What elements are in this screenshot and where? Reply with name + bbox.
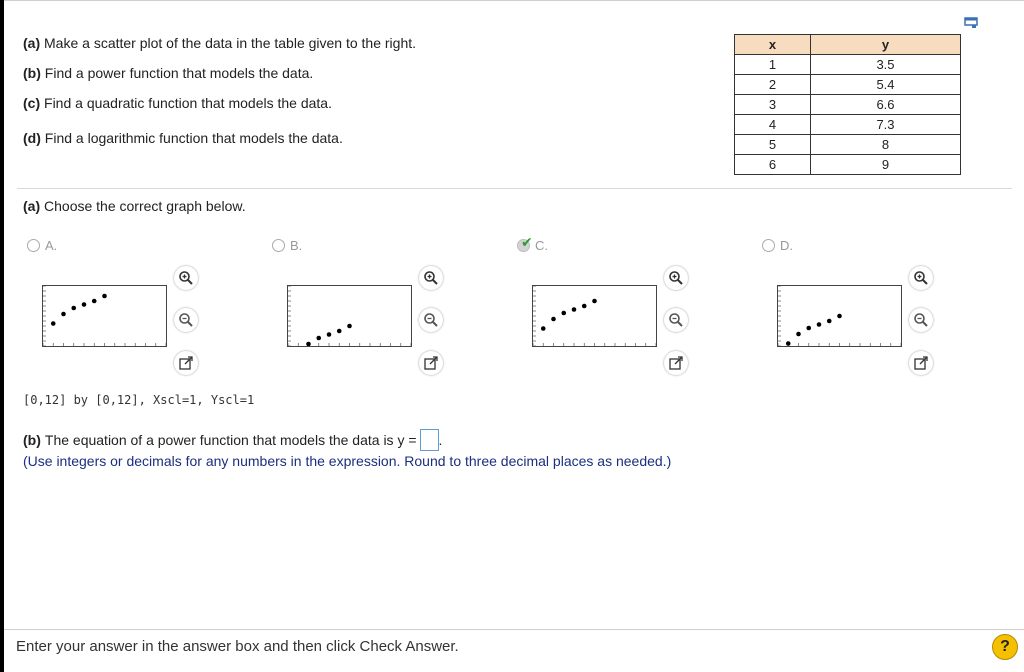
left-border [0, 0, 4, 672]
option-a-label: A. [45, 238, 58, 253]
pop-out-icon [668, 355, 684, 371]
radio-a[interactable] [27, 239, 40, 252]
scatter-plot-b [288, 286, 411, 346]
option-d-label: D. [780, 238, 793, 253]
zoom-in-icon [913, 270, 929, 286]
option-d[interactable] [762, 238, 793, 253]
data-point [572, 307, 577, 312]
table-cell: 4 [735, 115, 811, 135]
table-cell: 3 [735, 95, 811, 115]
scatter-plot-c [533, 286, 656, 346]
pop-out-icon [178, 355, 194, 371]
data-point [796, 332, 801, 337]
question-a-text: Make a scatter plot of the data in the table given to the right. [44, 35, 417, 51]
zoom-in-button-b[interactable] [419, 266, 443, 290]
table-cell: 2 [735, 75, 811, 95]
data-point [817, 322, 822, 327]
collapse-icon[interactable] [964, 16, 978, 30]
part-a-label: (a) [23, 198, 41, 214]
zoom-out-button-d[interactable] [909, 308, 933, 332]
zoom-out-icon [178, 312, 194, 328]
table-cell: 8 [811, 135, 961, 155]
top-rule [4, 0, 1024, 1]
question-b-text: Find a power function that models the data. [44, 65, 314, 81]
question-a-label: (a) [23, 35, 41, 51]
table-cell: 5 [735, 135, 811, 155]
pop-out-button-a[interactable] [174, 351, 198, 375]
data-point [551, 317, 556, 322]
question-a [23, 35, 416, 51]
bottom-rule [4, 629, 1024, 630]
pop-out-button-b[interactable] [419, 351, 443, 375]
table-row [735, 135, 961, 155]
data-point [51, 321, 56, 326]
part-b-text: The equation of a power function that models the data is y = [44, 432, 417, 448]
option-b-label: B. [290, 238, 303, 253]
data-point [82, 302, 87, 307]
data-point [806, 326, 811, 331]
data-point [61, 312, 66, 317]
data-point [786, 341, 791, 346]
data-table [734, 34, 961, 175]
option-c-label: C. [535, 238, 548, 253]
data-point [541, 326, 546, 331]
table-cell: 3.5 [811, 55, 961, 75]
table-cell: 7.3 [811, 115, 961, 135]
table-cell: 5.4 [811, 75, 961, 95]
scatter-plot-d [778, 286, 901, 346]
question-c [23, 95, 332, 111]
part-b-period: . [438, 432, 443, 448]
question-c-text: Find a quadratic function that models the data. [44, 95, 332, 111]
data-point [71, 306, 76, 311]
radio-d[interactable] [762, 239, 775, 252]
table-cell: 1 [735, 55, 811, 75]
data-point [827, 319, 832, 324]
option-b[interactable] [272, 238, 302, 253]
pop-out-button-d[interactable] [909, 351, 933, 375]
table-header-x: x [735, 35, 811, 55]
data-point [347, 324, 352, 329]
option-a[interactable] [27, 238, 57, 253]
help-button[interactable]: ? [992, 634, 1018, 660]
table-row [735, 55, 961, 75]
graph-a[interactable] [42, 285, 167, 347]
data-point [92, 299, 97, 304]
question-d-label: (d) [23, 130, 41, 146]
graph-d[interactable] [777, 285, 902, 347]
footer-instruction: Enter your answer in the answer box and then click Check Answer. [16, 638, 459, 655]
data-point [592, 299, 597, 304]
zoom-out-button-b[interactable] [419, 308, 443, 332]
data-point [102, 294, 107, 299]
graph-c[interactable] [532, 285, 657, 347]
zoom-out-icon [423, 312, 439, 328]
data-point [561, 311, 566, 316]
zoom-in-icon [668, 270, 684, 286]
rounding-hint: (Use integers or decimals for any numbers in the expression. Round to three decimal places as needed.) [23, 453, 672, 469]
data-point [837, 314, 842, 319]
question-b-label: (b) [23, 65, 41, 81]
table-row [735, 155, 961, 175]
question-d-text: Find a logarithmic function that models the data. [44, 130, 343, 146]
checkmark-icon: ✔ [521, 234, 533, 250]
pop-out-icon [913, 355, 929, 371]
pop-out-icon [423, 355, 439, 371]
zoom-in-icon [178, 270, 194, 286]
zoom-out-icon [913, 312, 929, 328]
zoom-in-button-d[interactable] [909, 266, 933, 290]
data-point [316, 336, 321, 341]
table-cell: 6.6 [811, 95, 961, 115]
data-point [582, 304, 587, 309]
data-point [327, 332, 332, 337]
zoom-out-button-c[interactable] [664, 308, 688, 332]
part-b-label: (b) [23, 432, 41, 448]
zoom-in-icon [423, 270, 439, 286]
pop-out-button-c[interactable] [664, 351, 688, 375]
question-d [23, 130, 343, 146]
part-a-prompt [23, 198, 246, 214]
table-row [735, 75, 961, 95]
table-cell: 6 [735, 155, 811, 175]
radio-c[interactable] [517, 234, 533, 252]
table-header-y: y [811, 35, 961, 55]
zoom-out-button-a[interactable] [174, 308, 198, 332]
viewing-window-note: [0,12] by [0,12], Xscl=1, Yscl=1 [23, 393, 255, 407]
data-point [306, 342, 311, 346]
question-b [23, 65, 313, 81]
option-c[interactable] [517, 234, 548, 253]
zoom-in-button-a[interactable] [174, 266, 198, 290]
table-row [735, 115, 961, 135]
radio-b[interactable] [272, 239, 285, 252]
table-cell: 9 [811, 155, 961, 175]
question-c-label: (c) [23, 95, 41, 111]
part-a-text: Choose the correct graph below. [44, 198, 246, 214]
zoom-in-button-c[interactable] [664, 266, 688, 290]
table-row [735, 95, 961, 115]
part-b-prompt [23, 429, 442, 451]
answer-input[interactable] [420, 429, 439, 451]
section-divider [17, 188, 1012, 189]
graph-b[interactable] [287, 285, 412, 347]
data-point [337, 329, 342, 334]
scatter-plot-a [43, 286, 166, 346]
zoom-out-icon [668, 312, 684, 328]
